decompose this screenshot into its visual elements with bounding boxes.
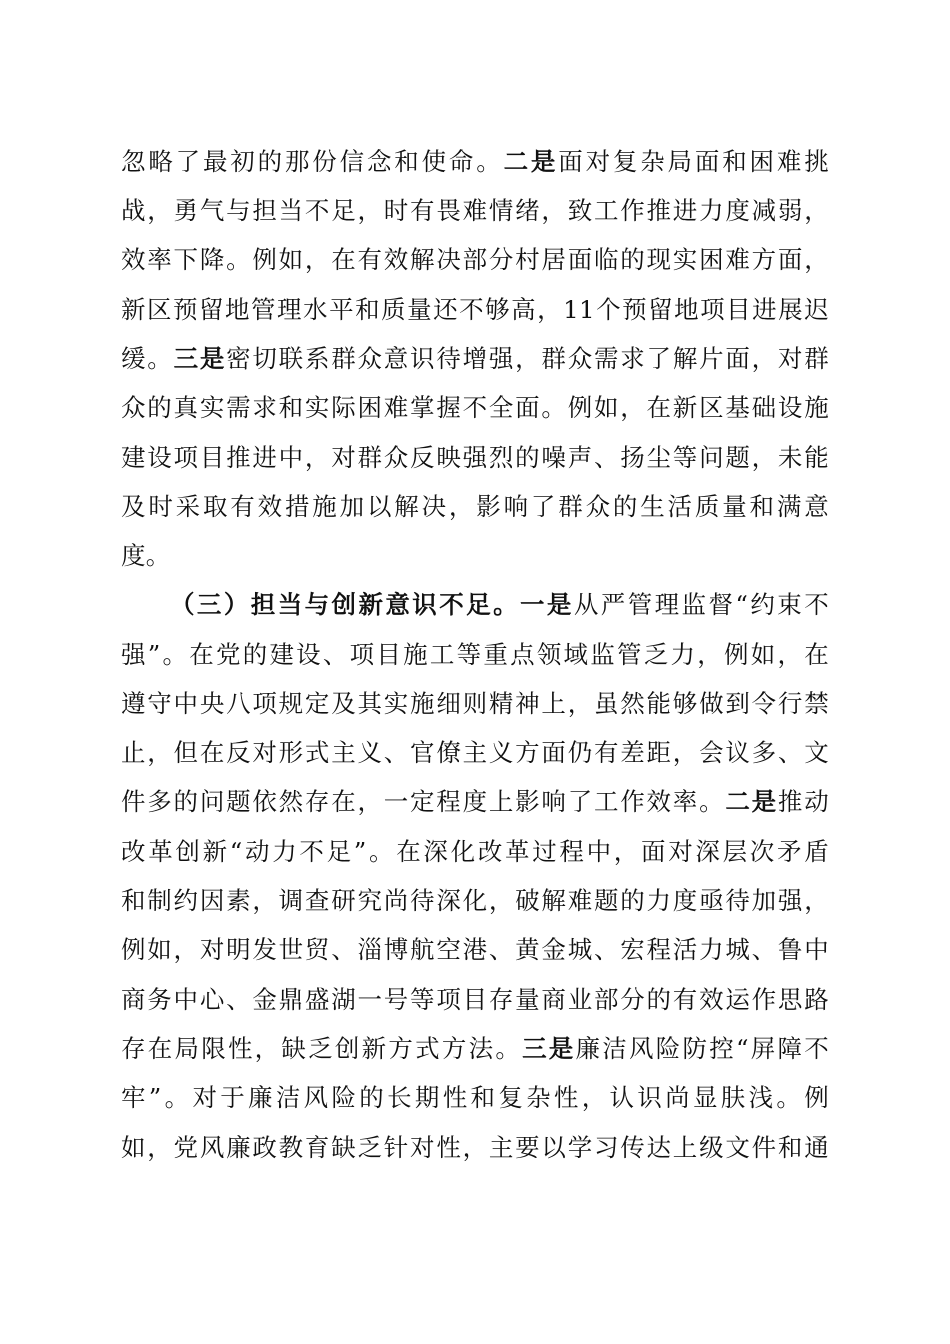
text-line: 及时采取有效措施加以解决，影响了群众的生活质量和满意 <box>121 492 829 521</box>
text-line: 例如，对明发世贸、淄博航空港、黄金城、宏程活力城、鲁中 <box>121 935 829 964</box>
text-line: 度。 <box>121 541 171 570</box>
text-line: 强”。在党的建设、项目施工等重点领域监管乏力，例如，在 <box>121 640 829 669</box>
text-line: 忽略了最初的那份信念和使命。二是面对复杂局面和困难挑 <box>121 147 829 176</box>
text-line: 遵守中央八项规定及其实施细则精神上，虽然能够做到令行禁 <box>121 689 829 718</box>
text-line: 商务中心、金鼎盛湖一号等项目存量商业部分的有效运作思路 <box>121 985 829 1014</box>
text-line: 件多的问题依然存在，一定程度上影响了工作效率。二是推动 <box>121 787 829 816</box>
text-line: 如，党风廉政教育缺乏针对性，主要以学习传达上级文件和通 <box>121 1133 829 1162</box>
bold-marker: 三是 <box>173 344 227 373</box>
text-line: 效率下降。例如，在有效解决部分村居面临的现实困难方面， <box>121 245 829 274</box>
bold-marker: 二是 <box>725 787 778 816</box>
section-heading: （三）担当与创新意识不足。一是 <box>170 590 574 619</box>
text-line: 战，勇气与担当不足，时有畏难情绪，致工作推进力度减弱， <box>121 196 829 225</box>
text-line: 存在局限性，缺乏创新方式方法。三是廉洁风险防控“屏障不 <box>121 1034 830 1063</box>
text-line: 牢”。对于廉洁风险的长期性和复杂性，认识尚显肤浅。例 <box>121 1083 829 1112</box>
text-line: 建设项目推进中，对群众反映强烈的噪声、扬尘等问题，未能 <box>121 443 829 472</box>
section-heading-line: （三）担当与创新意识不足。一是从严管理监督“约束不 <box>170 590 829 619</box>
text-line: 改革创新“动力不足”。在深化改革过程中，面对深层次矛盾 <box>121 837 829 866</box>
bold-marker: 三是 <box>522 1034 576 1063</box>
text-line: 缓。三是密切联系群众意识待增强，群众需求了解片面，对群 <box>121 344 829 373</box>
bold-marker: 二是 <box>503 147 559 176</box>
text-line: 和制约因素，调查研究尚待深化，破解难题的力度亟待加强， <box>121 886 829 915</box>
text-line: 新区预留地管理水平和质量还不够高，11个预留地项目进展迟 <box>121 295 829 324</box>
text-line: 众的真实需求和实际困难掌握不全面。例如，在新区基础设施 <box>121 393 829 422</box>
text-line: 止，但在反对形式主义、官僚主义方面仍有差距，会议多、文 <box>121 738 829 767</box>
